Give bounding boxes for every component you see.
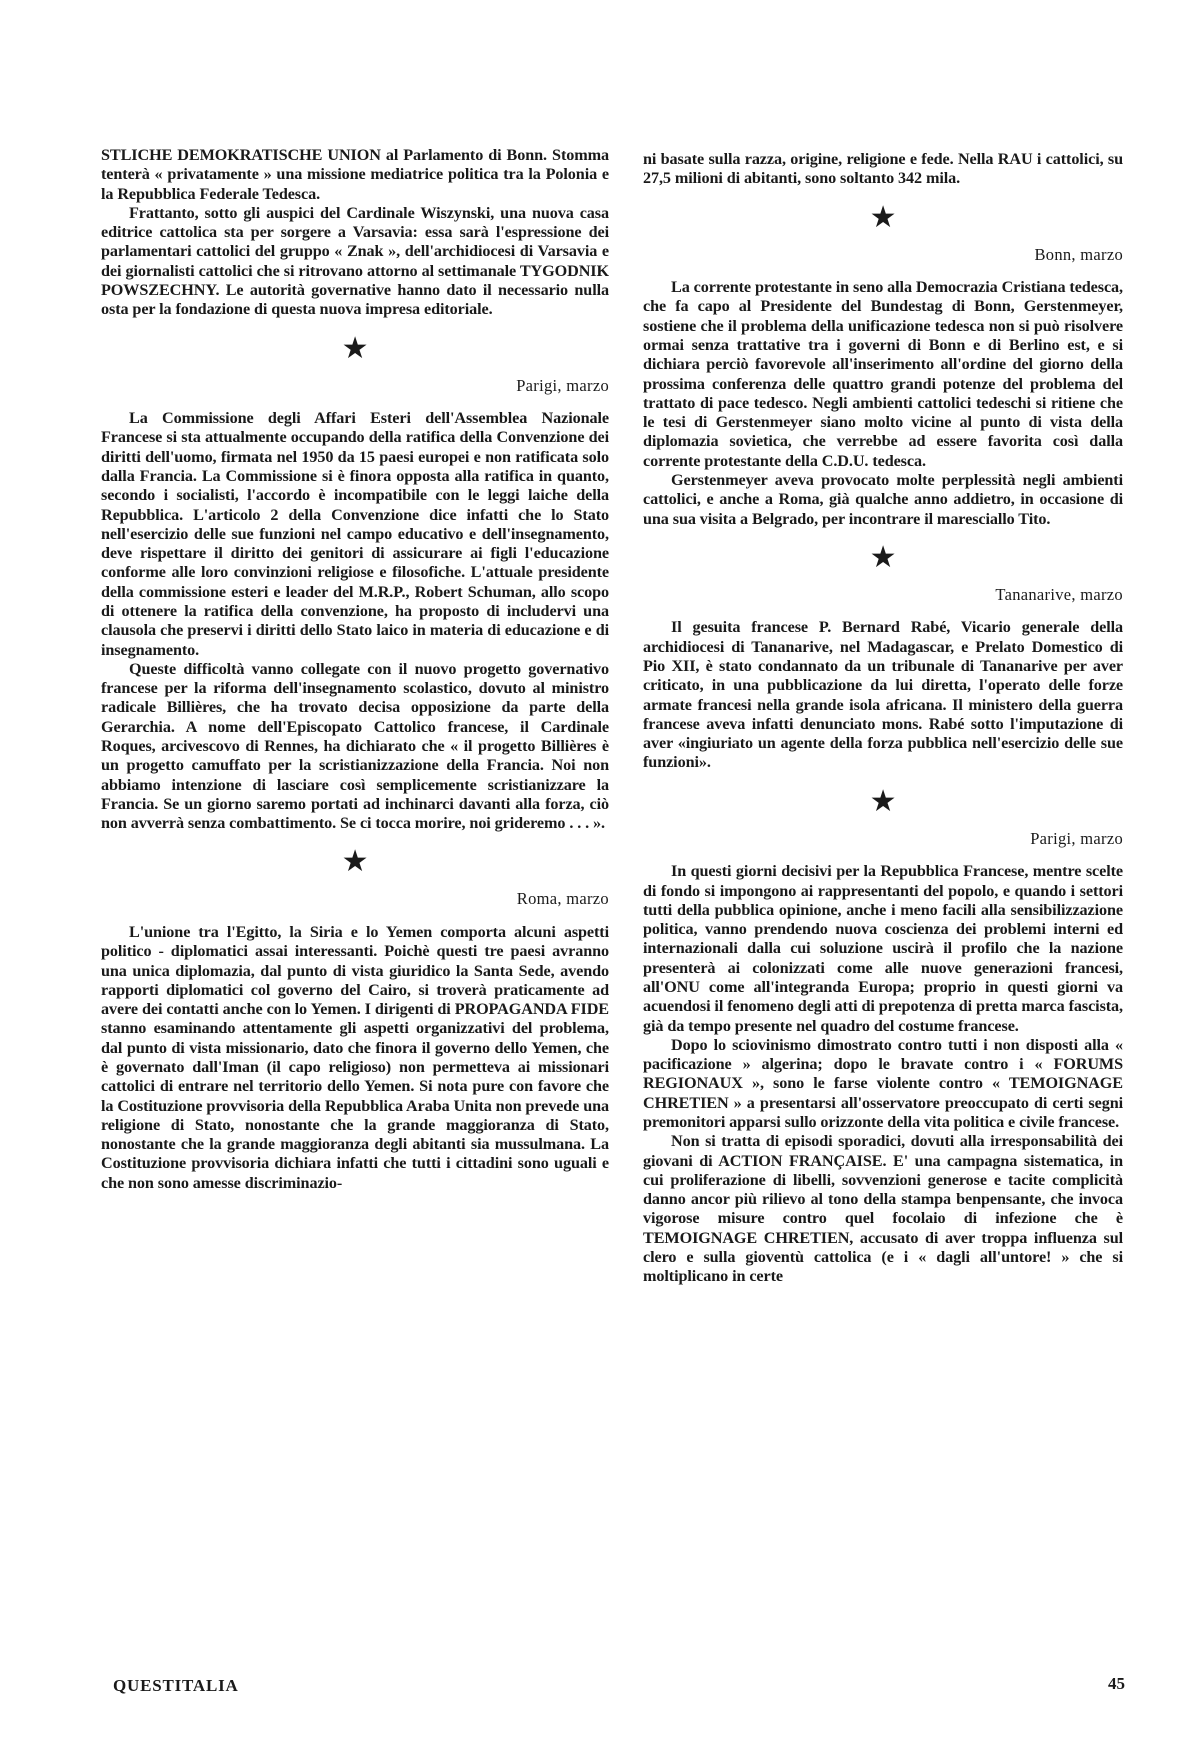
left-column xyxy=(101,146,609,1193)
star-separator: ★ xyxy=(869,783,897,819)
paragraph: ni basate sulla razza, origine, religione e fede. Nella RAU i cattolici, su 27,5 milioni di abitanti, sono soltanto 342 mila. xyxy=(643,150,1123,188)
paragraph: In questi giorni decisivi per la Repubblica Francese, mentre scelte di fondo si impongono ai rappresentanti del popolo, e quando i settori tutti della pubblica opinione, anche i meno facili alla sensibilizzazione politica, vanno prendendo nuova coscienza dei problemi interni ed internazionali dalla cui soluzione uscirà il profilo che la nazione presenterà ai colonizzati come alle nuove generazioni francesi, all'ONU come all'integranda Europa; proprio in questi giorni va acuendosi il fenomeno degli atti di prepotenza di pretta marca fascista, già da tempo presente nel quadro del costume francese. xyxy=(643,862,1123,1035)
dateline: Roma, marzo xyxy=(516,889,609,909)
paragraph: Queste difficoltà vanno collegate con il nuovo progetto governativo francese per la riforma dell'insegnamento scolastico, dovuto al ministro radicale Billières, che ha trovato decisa opposizione da parte della Gerarchia. A nome dell'Episcopato Cattolico francese, il Cardinale Roques, arcivescovo di Rennes, ha dichiarato che « il progetto Billières è un progetto camuffato per la scristianizzazione della Francia. Noi non abbiamo intenzione di lasciare così semplicemente scristianizzare la Francia. Se un giorno saremo portati ad inchinarci davanti alla forza, ciò non avverrà senza combattimento. Se ci tocca morire, noi grideremo . . . ». xyxy=(101,659,609,833)
paragraph: Non si tratta di episodi sporadici, dovuti alla irresponsabilità dei giovani di ACTION FRANÇAISE. E' una campagna sistematica, in cui proliferazione di libelli, sovvenzioni generose e tacite complicità danno ancor più rilievo al tono della stampa benpensante, che invoca vigorose misure contro quel focolaio di infezione che è TEMOIGNAGE CHRETIEN, accusato di aver troppa influenza sul clero e sulla gioventù cattolica (e i « dagli all'untore! » che si moltiplicano in certe xyxy=(643,1132,1123,1286)
dateline: Parigi, marzo xyxy=(1030,828,1123,848)
dateline: Bonn, marzo xyxy=(1034,244,1123,264)
publication-name: QUESTITALIA xyxy=(113,1676,239,1695)
paragraph: L'unione tra l'Egitto, la Siria e lo Yemen comporta alcuni aspetti politico - diplomatici assai interessanti. Poichè questi tre paesi avranno una unica diplomazia, dal punto di vista giuridico la Santa Sede, avendo rapporti diplomatici col governo del Cairo, si troverà praticamente ad avere dei contatti anche con lo Yemen. I dirigenti di PROPAGANDA FIDE stanno esaminando attentamente gli aspetti organizzativi del problema, dal punto di vista missionario, dato che finora il governo dello Yemen, che è governato dall'Iman (il capo religioso) non permetteva ai missionari cattolici di entrare nel territorio dello Yemen. Si nota pure con favore che la Costituzione provvisoria della Repubblica Araba Unita non prevede una religione di Stato, nonostante che la grande maggioranza di Stato, nonostante che la grande maggioranza degli abitanti sia mussulmana. La Costituzione provvisoria dichiara infatti che tutti i cittadini sono uguali e che non sono amesse discriminazio- xyxy=(101,922,610,1192)
paragraph: Frattanto, sotto gli auspici del Cardinale Wiszynski, una nuova casa editrice cattolica sta per sorgere a Varsavia: essa sarà l'espressione dei parlamentari cattolici del gruppo « Znak », dell'archidiocesi di Varsavia e dei giornalisti cattolici che si ritrovano attorno al settimanale TYGODNIK POWSZECHNY. Le autorità governative hanno dato il necessario nulla osta per la fondazione di questa nuova impresa editoriale. xyxy=(101,203,609,319)
paragraph: La corrente protestante in seno alla Democrazia Cristiana tedesca, che fa capo al Presidente del Bundestag di Bonn, Gerstenmeyer, sostiene che il problema della unificazione tedesca non si può risolvere ormai senza trattative tra i governi di Bonn e di Berlino est, e si dichiara perciò favorevole all'inserimento all'ordine del giorno della prossima conferenza delle quattro grandi potenze del problema del trattato di pace tedesco. Negli ambienti cattolici tedeschi si ritiene che le tesi di Gerstenmeyer siano molto vicine al punto di vista della diplomazia sovietica, che verrebbe ad essere favorita così dalla corrente protestante della C.D.U. tedesca. xyxy=(643,278,1123,470)
star-separator: ★ xyxy=(341,330,369,366)
star-separator: ★ xyxy=(869,199,897,235)
dateline: Tananarive, marzo xyxy=(995,584,1123,604)
paragraph: STLICHE DEMOKRATISCHE UNION al Parlamento di Bonn. Stomma tenterà « privatamente » una missione mediatrice politica tra la Polonia e la Repubblica Federale Tedesca. xyxy=(101,146,609,203)
star-separator: ★ xyxy=(869,539,897,575)
dateline: Parigi, marzo xyxy=(516,375,609,395)
paragraph: Gerstenmeyer aveva provocato molte perplessità negli ambienti cattolici, e anche a Roma, già qualche anno addietro, in occasione di una sua visita a Belgrado, per incontrare il maresciallo Tito. xyxy=(643,471,1123,528)
paragraph: La Commissione degli Affari Esteri dell'Assemblea Nazionale Francese si sta attualmente occupando della ratifica della Convenzione dei diritti dell'uomo, firmata nel 1950 da 15 paesi europei e non ratificata solo dalla Francia. La Commissione si è finora opposta alla ratifica in quanto, secondo i socialisti, l'accordo è incompatibile con le leggi laiche della Repubblica. L'articolo 2 della Convenzione dice infatti che lo Stato nell'esercizio delle sue funzioni nel campo educativo e dell'insegnamento, deve rispettare il diritto dei genitori di assicurare ai figli l'educazione conforme alle loro convinzioni religiose e filosofiche. L'attuale presidente della commissione esteri e leader del M.R.P., Robert Schuman, allo scopo di ottenere la ratifica della convenzione, ha proposto di includervi una clausola che preservi i diritti dello Stato laico in materia di educazione e di insegnamento. xyxy=(101,409,609,659)
paragraph: Il gesuita francese P. Bernard Rabé, Vicario generale della archidiocesi di Tananarive, nel Madagascar, e Prelato Domestico di Pio XII, è stato condannato da un tribunale di Tananarive per aver criticato, in una pubblicazione da lui diretta, l'operato delle forze armate francesi nella grande isola africana. Il ministero della guerra francese aveva infatti denunciato mons. Rabé sotto l'imputazione di aver «ingiuriato un agente della forza pubblica nell'esercizio delle sue funzioni». xyxy=(643,618,1123,772)
page-number: 45 xyxy=(1108,1674,1125,1693)
star-separator: ★ xyxy=(341,844,369,880)
right-column xyxy=(643,150,1123,1287)
paragraph: Dopo lo sciovinismo dimostrato contro tutti i non disposti alla « pacificazione » algerina; dopo le bravate contro i « FORUMS REGIONAUX », sono le farse violente contro « TEMOIGNAGE CHRETIEN » a presentarsi all'osservatore preoccupato di certi segni premonitori apparsi sullo orizzonte della vita politica e civile francese. xyxy=(643,1035,1123,1131)
